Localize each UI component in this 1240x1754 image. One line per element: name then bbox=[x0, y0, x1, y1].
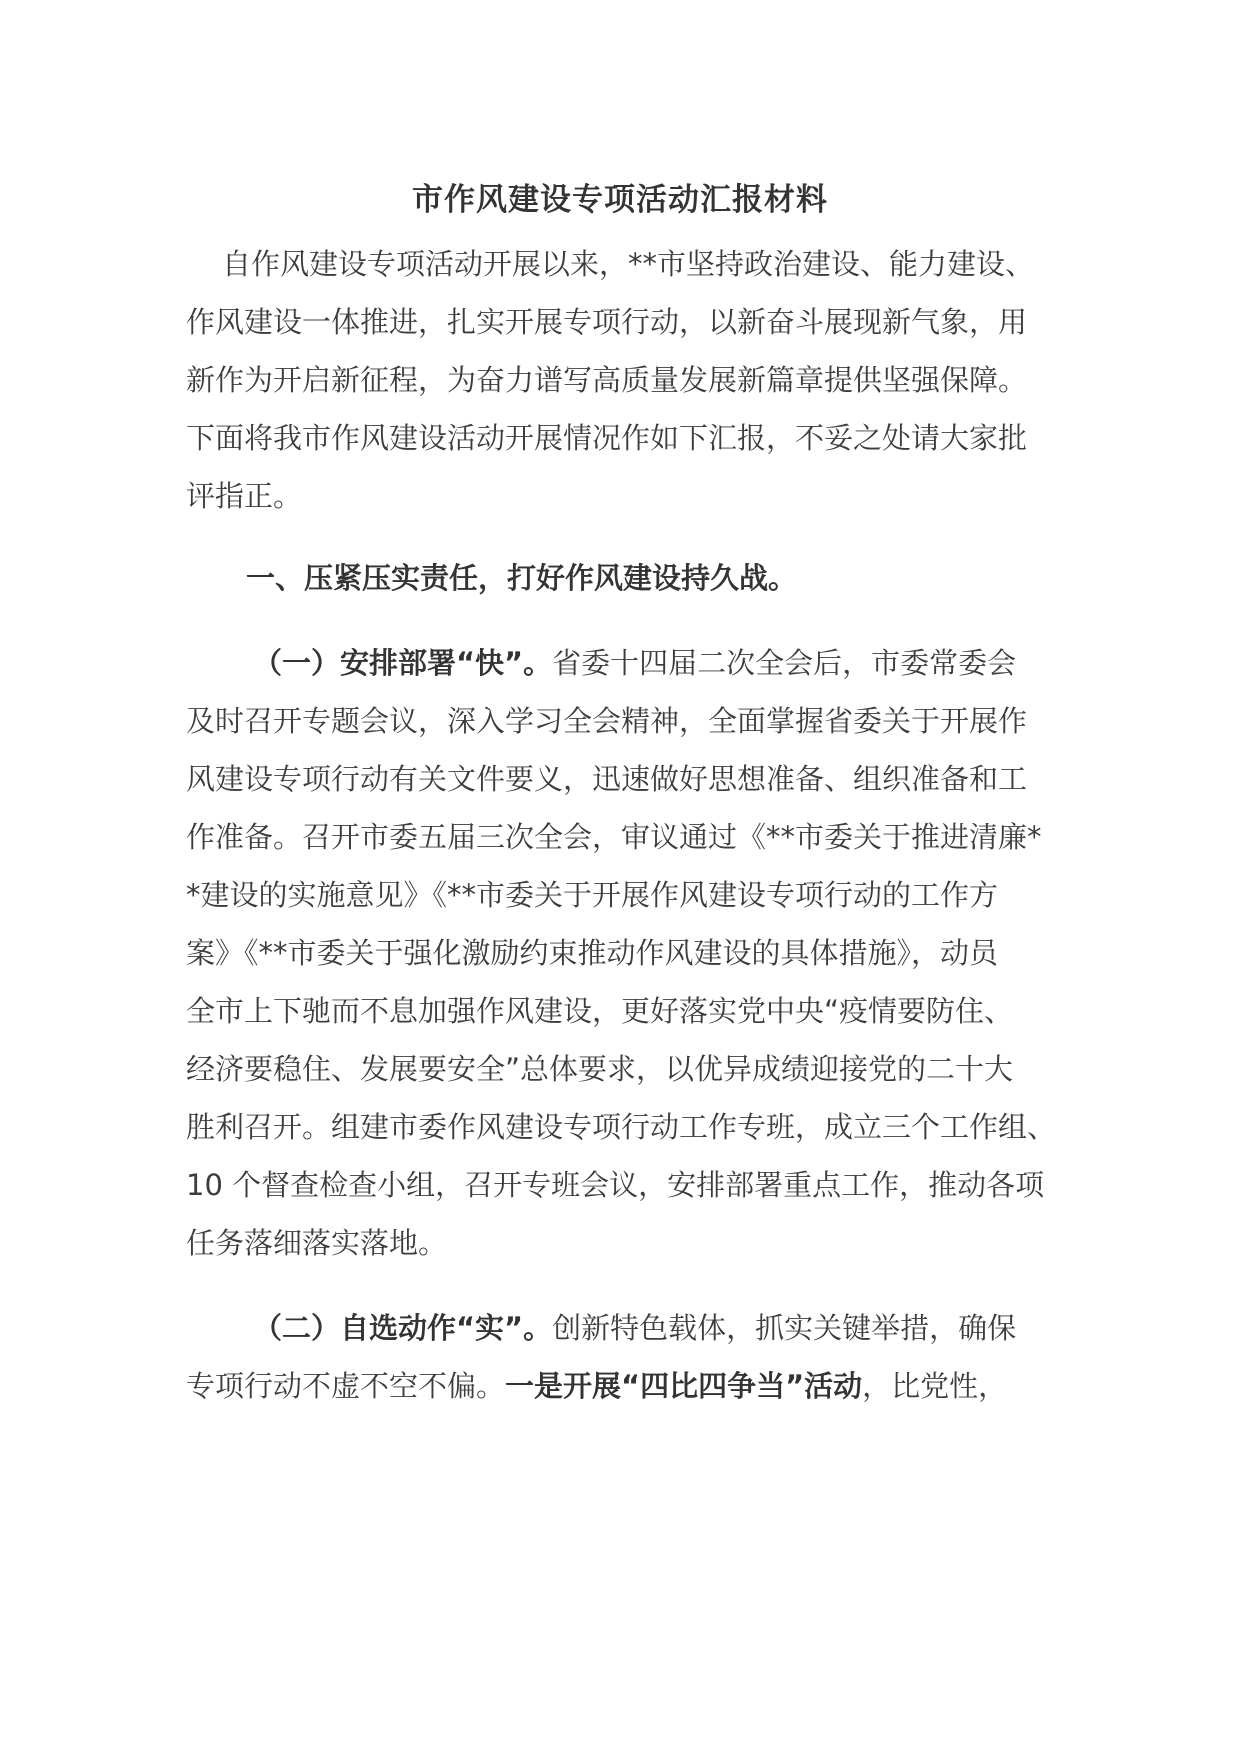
body-line: 任务落细落实落地。 bbox=[186, 1226, 448, 1260]
body-line: *建设的实施意见》《**市委关于开展作风建设专项行动的工作方 bbox=[186, 878, 999, 912]
intro-line: 新作为开启新征程，为奋力谱写高质量发展新篇章提供坚强保障。 bbox=[186, 363, 1028, 397]
body-line: 作准备。召开市委五届三次全会，审议通过《**市委关于推进清廉* bbox=[186, 820, 1042, 854]
body-text: 专项行动不虚不空不偏。 bbox=[186, 1369, 506, 1403]
subsection-text: 创新特色载体，抓实关键举措，确保 bbox=[552, 1311, 1017, 1345]
body-line: 案》《**市委关于强化激励约束推动作风建设的具体措施》，动员 bbox=[186, 936, 999, 970]
body-text: ，比党性， bbox=[862, 1369, 1008, 1403]
intro-line: 评指正。 bbox=[186, 479, 303, 513]
subsection-label: （二）自选动作“实”。 bbox=[253, 1311, 553, 1345]
subsection-label: （一）安排部署“快”。 bbox=[253, 646, 553, 680]
body-line: 及时召开专题会议，深入学习全会精神，全面掌握省委关于开展作 bbox=[186, 704, 1028, 738]
intro-line: 下面将我市作风建设活动开展情况作如下汇报，不妥之处请大家批 bbox=[186, 421, 1028, 455]
subsection-first-line bbox=[253, 1308, 1016, 1348]
body-line: 胜利召开。组建市委作风建设专项行动工作专班，成立三个工作组、 bbox=[186, 1110, 1057, 1144]
subsection-first-line bbox=[253, 643, 1016, 683]
intro-line: 自作风建设专项活动开展以来，**市坚持政治建设、能力建设、 bbox=[222, 247, 1035, 281]
body-line: 经济要稳住、发展要安全”总体要求，以优异成绩迎接党的二十大 bbox=[186, 1052, 1014, 1086]
intro-line: 作风建设一体推进，扎实开展专项行动，以新奋斗展现新气象，用 bbox=[186, 305, 1028, 339]
document-title: 市作风建设专项活动汇报材料 bbox=[412, 182, 828, 218]
emphasis-text: 一是开展“四比四争当”活动 bbox=[505, 1369, 863, 1403]
section-heading: 一、压紧压实责任，打好作风建设持久战。 bbox=[246, 561, 798, 595]
body-line: 10 个督查检查小组，召开专班会议，安排部署重点工作，推动各项 bbox=[186, 1168, 1045, 1202]
body-line bbox=[186, 1366, 1007, 1406]
body-line: 全市上下驰而不息加强作风建设，更好落实党中央“疫情要防住、 bbox=[186, 994, 1014, 1028]
body-line: 风建设专项行动有关文件要义，迅速做好思想准备、组织准备和工 bbox=[186, 762, 1028, 796]
subsection-text: 省委十四届二次全会后，市委常委会 bbox=[552, 646, 1017, 680]
